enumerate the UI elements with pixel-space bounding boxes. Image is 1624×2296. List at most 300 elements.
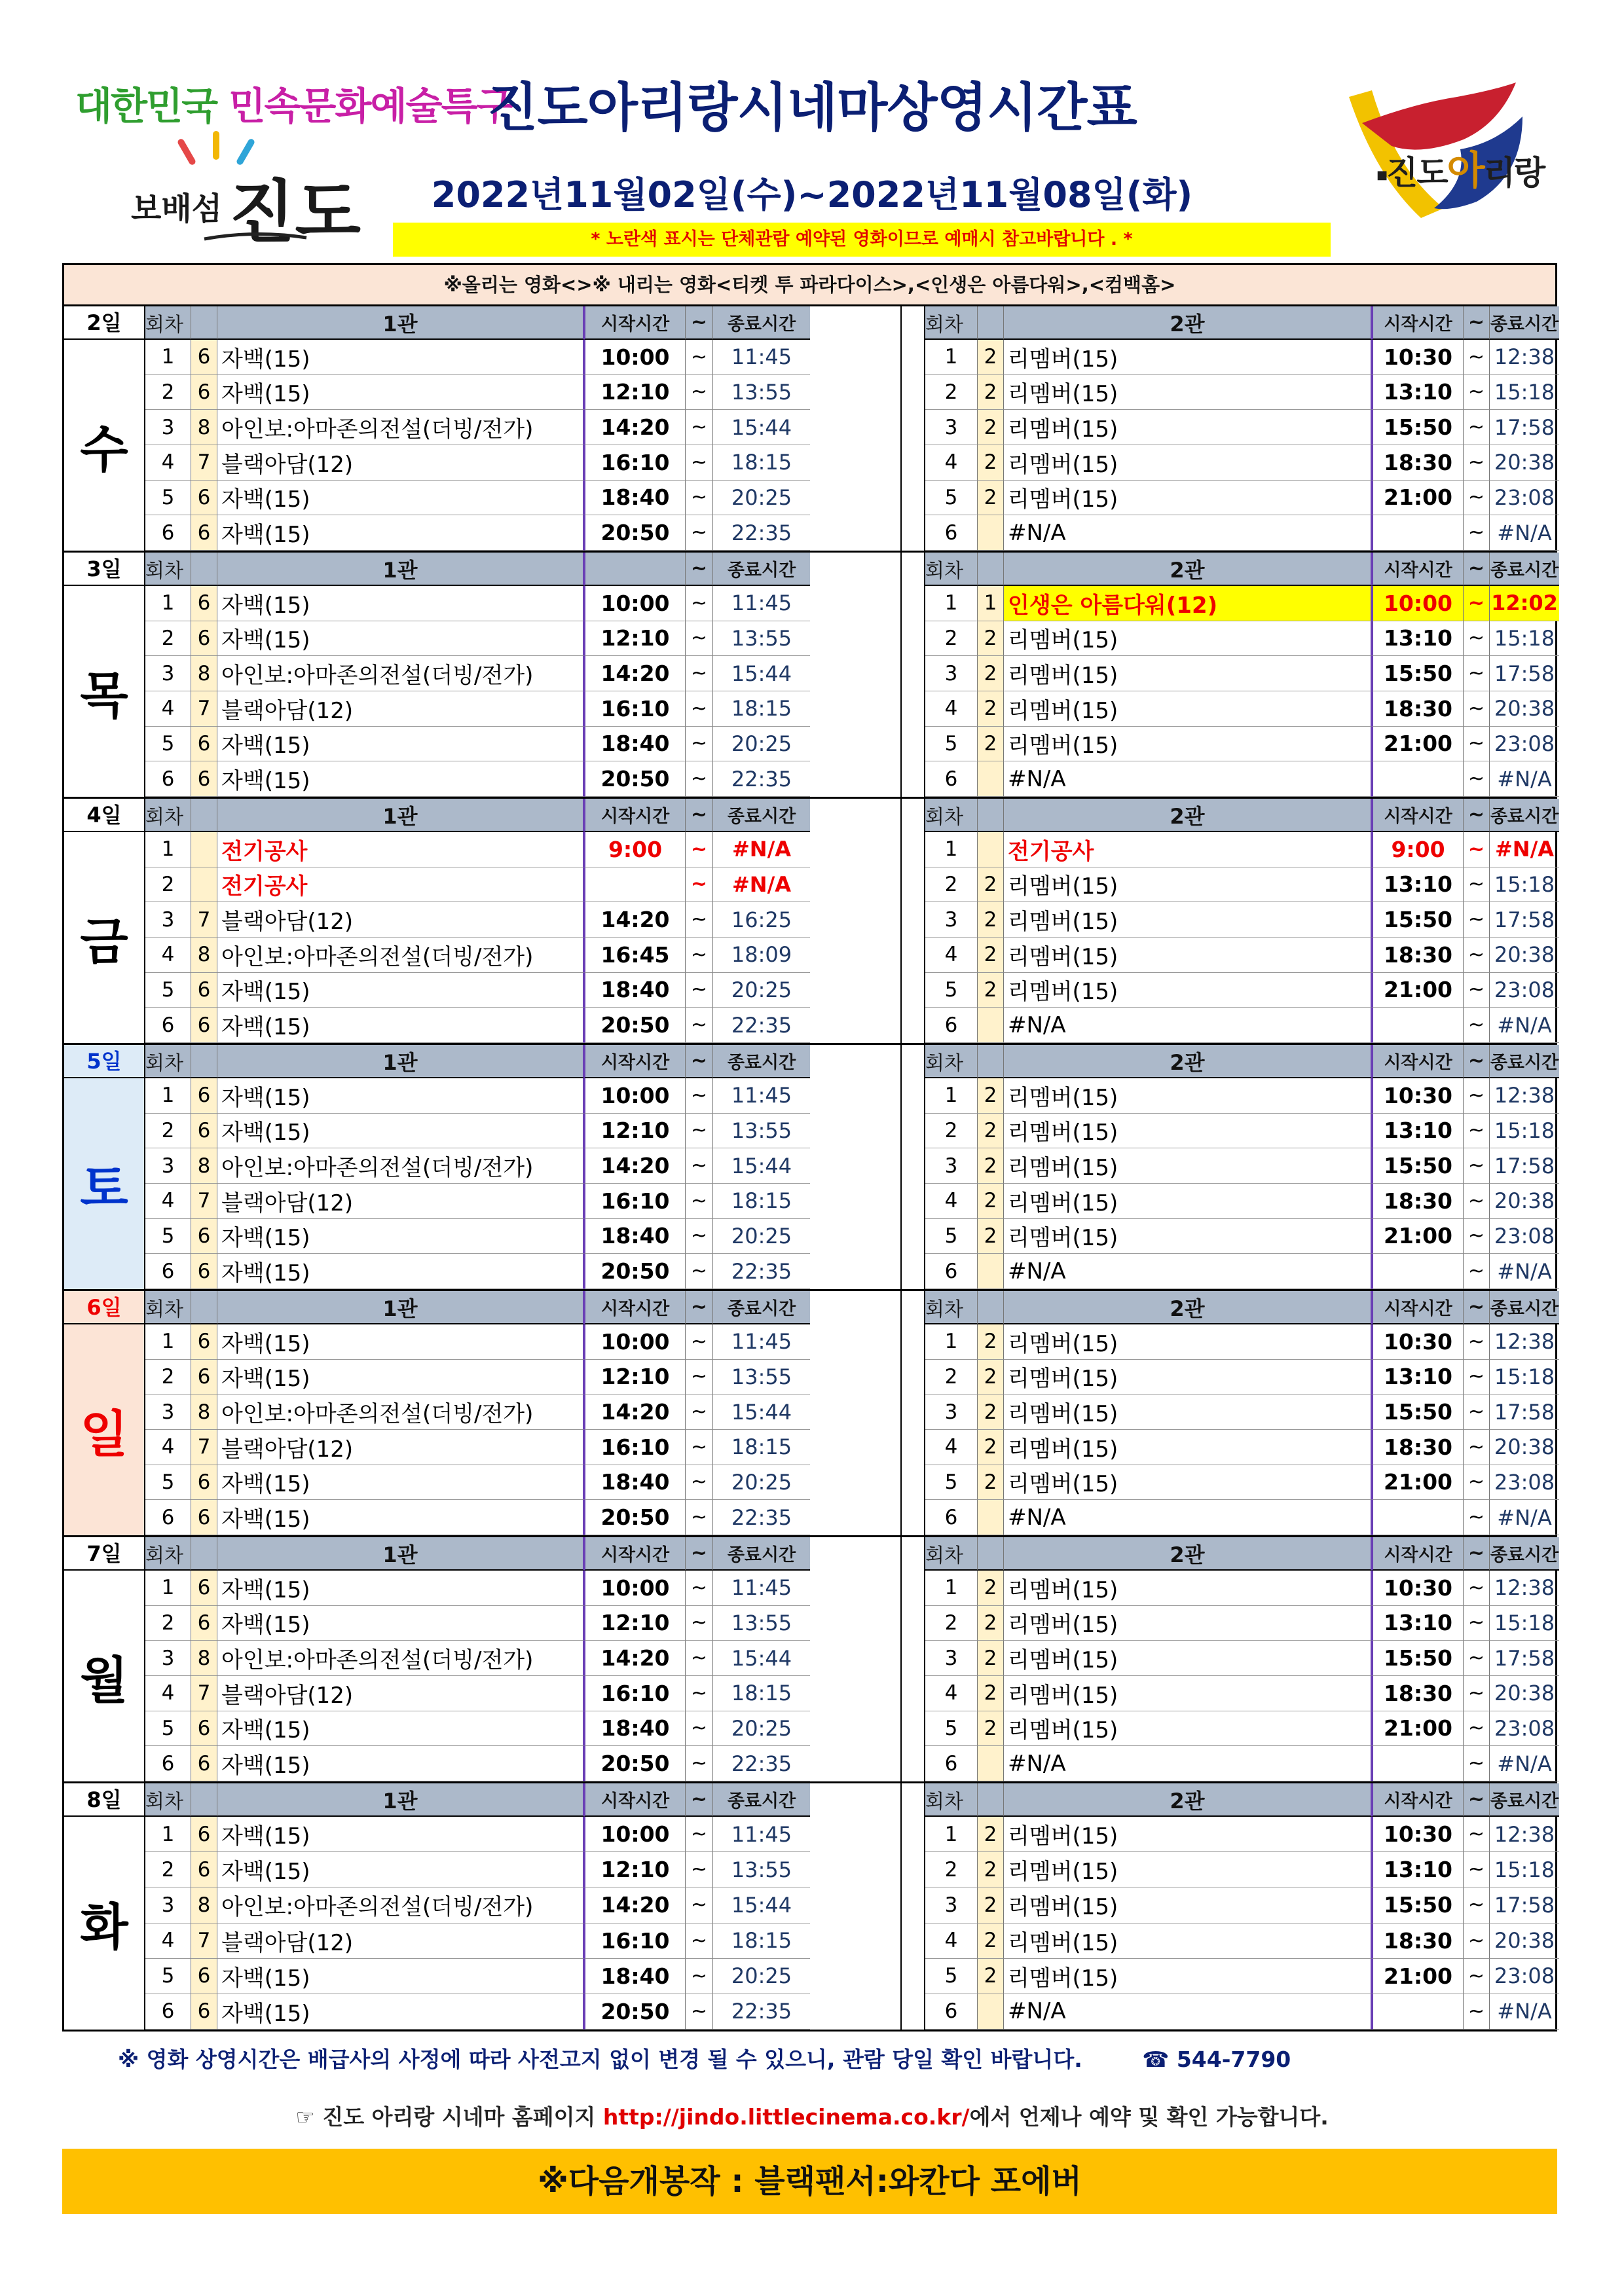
screening-number: 6: [925, 1994, 978, 2030]
start-time: 21:00: [1372, 727, 1464, 762]
movie-title: 자백(15): [217, 1994, 584, 2030]
movie-title: 자백(15): [217, 621, 584, 657]
tilde-separator: ~: [686, 1606, 713, 1641]
tilde-separator: ~: [1464, 340, 1490, 375]
screening-number: 2: [145, 621, 191, 657]
movie-title: 자백(15): [217, 1711, 584, 1747]
screening-number: 3: [145, 656, 191, 691]
next-release-banner: ※다음개봉작 : 블랙팬서:와칸다 포에버: [62, 2149, 1557, 2214]
day-date: 5일: [64, 1045, 144, 1078]
start-time: 13:10: [1372, 867, 1464, 903]
screening-number: 2: [925, 621, 978, 657]
tilde-separator: ~: [1464, 1324, 1490, 1360]
tilde-separator: ~: [686, 1923, 713, 1959]
movie-title: 블랙아담(12): [217, 1923, 584, 1959]
end-time: 12:38: [1490, 1078, 1559, 1114]
end-time: 13:55: [713, 621, 810, 657]
end-time: 20:25: [713, 481, 810, 516]
screen-rating: 6: [191, 586, 217, 621]
end-time: 15:44: [713, 1148, 810, 1184]
movie-title: 아인보:아마존의전설(더빙/전가): [217, 1148, 584, 1184]
tilde-separator: ~: [1464, 938, 1490, 973]
screen-rating: 6: [191, 1852, 217, 1887]
header-screen-rating: [191, 553, 217, 586]
movie-title: 전기공사: [1004, 832, 1372, 867]
end-time: 23:08: [1490, 727, 1559, 762]
screen-rating: 8: [191, 1887, 217, 1923]
screening-number: 6: [145, 1254, 191, 1289]
header-movie-title: 1관: [217, 799, 584, 832]
movie-title: 아인보:아마존의전설(더빙/전가): [217, 1394, 584, 1430]
end-time: 11:45: [713, 1324, 810, 1360]
screening-number: 2: [145, 1606, 191, 1641]
start-time: 18:40: [584, 973, 686, 1008]
header-start-time: 시작시간: [1372, 799, 1464, 832]
screening-number: 6: [145, 1500, 191, 1535]
header-end-time: 종료시간: [713, 306, 810, 340]
screen-rating: 6: [191, 761, 217, 797]
day-column: [64, 553, 145, 797]
screen-rating: 2: [978, 1606, 1004, 1641]
movie-title: 전기공사: [217, 867, 584, 903]
movie-title: 자백(15): [217, 515, 584, 551]
tilde-separator: ~: [686, 832, 713, 867]
day-block: [64, 553, 1559, 799]
screen-rating: 7: [191, 1430, 217, 1465]
screening-number: 3: [925, 656, 978, 691]
screen-rating: 2: [978, 621, 1004, 657]
start-time: 12:10: [584, 1606, 686, 1641]
screen-rating: 6: [191, 1078, 217, 1114]
screening-number: 4: [925, 1184, 978, 1219]
end-time: 15:18: [1490, 1114, 1559, 1149]
logo-brand-big: 진도: [229, 172, 361, 252]
start-time: 10:00: [1372, 586, 1464, 621]
screening-number: 1: [925, 1324, 978, 1360]
day-block: [64, 1045, 1559, 1291]
tilde-separator: ~: [1464, 1852, 1490, 1887]
day-date: 4일: [64, 799, 144, 832]
screening-number: 4: [145, 1184, 191, 1219]
day-weekday: 금: [80, 912, 128, 971]
logo-word-3: 리랑: [1483, 154, 1545, 192]
end-time: 20:38: [1490, 1923, 1559, 1959]
header-movie-title: 2관: [1004, 1045, 1372, 1078]
end-time: 22:35: [713, 1254, 810, 1289]
header-tilde-separator: ~: [686, 1537, 713, 1571]
screening-number: 5: [925, 1711, 978, 1747]
header-tilde-separator: ~: [686, 1783, 713, 1817]
movie-title: 리멤버(15): [1004, 1923, 1372, 1959]
start-time: 15:50: [1372, 1394, 1464, 1430]
end-time: 13:55: [713, 1852, 810, 1887]
movie-title: 리멤버(15): [1004, 1465, 1372, 1501]
tilde-separator: ~: [686, 656, 713, 691]
end-time: 12:02: [1490, 586, 1559, 621]
end-time: 20:38: [1490, 691, 1559, 727]
tilde-separator: ~: [1464, 515, 1490, 551]
header-screening-number: 회차: [925, 1537, 978, 1571]
screening-number: 5: [925, 1959, 978, 1994]
movie-title: 리멤버(15): [1004, 1324, 1372, 1360]
tilde-separator: ~: [1464, 902, 1490, 938]
end-time: 15:44: [713, 656, 810, 691]
start-time: 10:30: [1372, 1817, 1464, 1852]
screening-number: 5: [925, 973, 978, 1008]
tilde-separator: ~: [1464, 1078, 1490, 1114]
screen-rating: 6: [191, 1008, 217, 1043]
start-time: [1372, 515, 1464, 551]
tilde-separator: ~: [1464, 1959, 1490, 1994]
screening-number: 1: [925, 586, 978, 621]
start-time: 10:00: [584, 1324, 686, 1360]
screen-rating: 6: [191, 1360, 217, 1395]
tilde-separator: ~: [1464, 691, 1490, 727]
screen-rating: 2: [978, 1923, 1004, 1959]
movie-title: 자백(15): [217, 1008, 584, 1043]
start-time: 10:00: [584, 340, 686, 375]
start-time: 14:20: [584, 1394, 686, 1430]
screening-number: 1: [925, 1817, 978, 1852]
header-screen-rating: [191, 1783, 217, 1817]
group-booking-notice: * 노란색 표시는 단체관람 예약된 영화이므로 예매시 참고바랍니다 . *: [393, 223, 1331, 257]
tilde-separator: ~: [1464, 621, 1490, 657]
end-time: 18:15: [713, 445, 810, 481]
header-tilde-separator: ~: [1464, 799, 1490, 832]
screen-rating: [191, 832, 217, 867]
movie-title: 자백(15): [217, 727, 584, 762]
logo-word-2: 아: [1447, 148, 1484, 194]
movie-title: 리멤버(15): [1004, 1817, 1372, 1852]
screening-number: 1: [145, 1571, 191, 1606]
movie-title: 리멤버(15): [1004, 1078, 1372, 1114]
screening-number: 4: [925, 445, 978, 481]
header-end-time: 종료시간: [1490, 799, 1559, 832]
tilde-separator: ~: [686, 586, 713, 621]
header-tilde-separator: ~: [1464, 1291, 1490, 1324]
screening-number: 4: [145, 1676, 191, 1711]
screen-rating: 7: [191, 1676, 217, 1711]
header-start-time: 시작시간: [1372, 1045, 1464, 1078]
movie-title: 블랙아담(12): [217, 1184, 584, 1219]
start-time: 15:50: [1372, 1148, 1464, 1184]
screening-number: 3: [925, 1394, 978, 1430]
movie-title: 아인보:아마존의전설(더빙/전가): [217, 410, 584, 445]
start-time: 14:20: [584, 1887, 686, 1923]
header-tilde-separator: ~: [1464, 1045, 1490, 1078]
start-time: 18:40: [584, 727, 686, 762]
tilde-separator: ~: [1464, 586, 1490, 621]
screen-rating: 2: [978, 1219, 1004, 1254]
header-end-time: 종료시간: [713, 1045, 810, 1078]
tilde-separator: ~: [686, 375, 713, 410]
movie-title: 리멤버(15): [1004, 1148, 1372, 1184]
end-time: 13:55: [713, 1606, 810, 1641]
movie-title: 자백(15): [217, 1078, 584, 1114]
tilde-separator: ~: [686, 1500, 713, 1535]
start-time: [1372, 761, 1464, 797]
screen-rating: 2: [978, 1430, 1004, 1465]
start-time: 20:50: [584, 1008, 686, 1043]
start-time: 10:00: [584, 1078, 686, 1114]
end-time: 12:38: [1490, 1324, 1559, 1360]
screening-number: 3: [145, 1641, 191, 1676]
end-time: 20:38: [1490, 1430, 1559, 1465]
header-screen-rating: [978, 1045, 1004, 1078]
day-date: 8일: [64, 1783, 144, 1817]
tilde-separator: ~: [1464, 832, 1490, 867]
screen-rating: 2: [978, 727, 1004, 762]
movie-title: 블랙아담(12): [217, 445, 584, 481]
screening-number: 3: [145, 1394, 191, 1430]
tilde-separator: ~: [1464, 1394, 1490, 1430]
header-screen-rating: [191, 1291, 217, 1324]
tilde-separator: ~: [1464, 375, 1490, 410]
end-time: 15:18: [1490, 375, 1559, 410]
start-time: 18:40: [584, 1219, 686, 1254]
start-time: 16:10: [584, 1676, 686, 1711]
day-column: [64, 1783, 145, 2030]
tilde-separator: ~: [1464, 656, 1490, 691]
movie-title: #N/A: [1004, 515, 1372, 551]
tilde-separator: ~: [686, 1148, 713, 1184]
header-tilde-separator: ~: [686, 553, 713, 586]
tilde-separator: ~: [686, 1008, 713, 1043]
start-time: 18:40: [584, 1465, 686, 1501]
screen-rating: [978, 1500, 1004, 1535]
screen-rating: 2: [978, 691, 1004, 727]
hall-divider: [902, 1291, 925, 1535]
start-time: 10:30: [1372, 1324, 1464, 1360]
screening-number: 1: [145, 1078, 191, 1114]
start-time: 10:00: [584, 1817, 686, 1852]
header-movie-title: 2관: [1004, 799, 1372, 832]
tilde-separator: ~: [686, 1817, 713, 1852]
header-tilde-separator: ~: [1464, 1783, 1490, 1817]
start-time: 13:10: [1372, 621, 1464, 657]
screening-number: 3: [145, 1148, 191, 1184]
screening-number: 1: [925, 1571, 978, 1606]
movie-title: #N/A: [1004, 1746, 1372, 1781]
tilde-separator: ~: [686, 1254, 713, 1289]
screen-rating: 2: [978, 1465, 1004, 1501]
start-time: 16:45: [584, 938, 686, 973]
end-time: #N/A: [1490, 832, 1559, 867]
day-block: [64, 1537, 1559, 1783]
end-time: 18:15: [713, 1430, 810, 1465]
screening-number: 5: [925, 727, 978, 762]
tilde-separator: ~: [686, 973, 713, 1008]
end-time: 11:45: [713, 1571, 810, 1606]
homepage-link[interactable]: http://jindo.littlecinema.co.kr/: [602, 2104, 970, 2130]
screening-number: 4: [925, 691, 978, 727]
screen-rating: 6: [191, 727, 217, 762]
start-time: 18:30: [1372, 1430, 1464, 1465]
start-time: 12:10: [584, 1114, 686, 1149]
end-time: 22:35: [713, 1008, 810, 1043]
screening-number: 3: [145, 902, 191, 938]
start-time: 18:40: [584, 1959, 686, 1994]
screen-rating: 2: [978, 445, 1004, 481]
end-time: 20:25: [713, 1959, 810, 1994]
screen-rating: 6: [191, 1465, 217, 1501]
start-time: 18:30: [1372, 691, 1464, 727]
screen-rating: 8: [191, 1641, 217, 1676]
day-block: [64, 1783, 1559, 2030]
tilde-separator: ~: [686, 727, 713, 762]
tilde-separator: ~: [686, 1360, 713, 1395]
homepage-line: [0, 2100, 1624, 2131]
start-time: 16:10: [584, 1184, 686, 1219]
end-time: 15:18: [1490, 867, 1559, 903]
header-screen-rating: [978, 1291, 1004, 1324]
movie-title: 리멤버(15): [1004, 410, 1372, 445]
movie-title: 블랙아담(12): [217, 902, 584, 938]
screening-number: 4: [925, 938, 978, 973]
screening-number: 2: [925, 1852, 978, 1887]
header-screen-rating: [191, 1045, 217, 1078]
screening-number: 4: [145, 691, 191, 727]
screen-rating: 1: [978, 586, 1004, 621]
screen-rating: [978, 1746, 1004, 1781]
screening-number: 5: [145, 1959, 191, 1994]
start-time: 21:00: [1372, 1219, 1464, 1254]
end-time: #N/A: [1490, 1500, 1559, 1535]
screen-rating: 2: [978, 656, 1004, 691]
movie-title: #N/A: [1004, 1500, 1372, 1535]
screening-number: 2: [925, 1606, 978, 1641]
screen-rating: 2: [978, 1711, 1004, 1747]
hall-divider: [902, 553, 925, 797]
end-time: 17:58: [1490, 410, 1559, 445]
screen-rating: 2: [978, 1959, 1004, 1994]
start-time: 10:00: [584, 586, 686, 621]
tilde-separator: ~: [1464, 1430, 1490, 1465]
screening-number: 3: [925, 902, 978, 938]
screening-number: 3: [925, 410, 978, 445]
header-screening-number: 회차: [925, 306, 978, 340]
movie-title: 자백(15): [217, 1219, 584, 1254]
movie-title: 리멤버(15): [1004, 445, 1372, 481]
movie-title: 자백(15): [217, 340, 584, 375]
start-time: 16:10: [584, 1923, 686, 1959]
end-time: 23:08: [1490, 973, 1559, 1008]
logo-mini-mark: ■: [1376, 168, 1387, 182]
movie-title: 인생은 아름다워(12): [1004, 586, 1372, 621]
start-time: 18:30: [1372, 1676, 1464, 1711]
screening-number: 2: [145, 1360, 191, 1395]
header-end-time: 종료시간: [1490, 1783, 1559, 1817]
start-time: [1372, 1500, 1464, 1535]
movie-title: 자백(15): [217, 481, 584, 516]
day-weekday: 목: [80, 666, 128, 725]
header-screen-rating: [191, 306, 217, 340]
end-time: 20:38: [1490, 1184, 1559, 1219]
end-time: 20:25: [713, 1711, 810, 1747]
screening-number: 6: [925, 1746, 978, 1781]
screen-rating: 2: [978, 867, 1004, 903]
end-time: 12:38: [1490, 1817, 1559, 1852]
start-time: 20:50: [584, 1500, 686, 1535]
screening-number: 1: [145, 832, 191, 867]
day-block: [64, 306, 1559, 553]
header-screening-number: 회차: [925, 1045, 978, 1078]
screening-number: 2: [145, 1852, 191, 1887]
tilde-separator: ~: [1464, 727, 1490, 762]
header-screen-rating: [191, 1537, 217, 1571]
page-title: 진도아리랑시네마상영시간표: [487, 77, 1137, 138]
movie-title: 리멤버(15): [1004, 1959, 1372, 1994]
end-time: 15:44: [713, 410, 810, 445]
header-end-time: 종료시간: [1490, 1045, 1559, 1078]
hall-2-schedule: [925, 306, 1559, 551]
start-time: 15:50: [1372, 410, 1464, 445]
screen-rating: [978, 515, 1004, 551]
end-time: #N/A: [1490, 515, 1559, 551]
tilde-separator: ~: [686, 691, 713, 727]
movie-title: 리멤버(15): [1004, 340, 1372, 375]
end-time: #N/A: [1490, 1994, 1559, 2030]
screen-rating: 6: [191, 1711, 217, 1747]
movie-title: 리멤버(15): [1004, 1606, 1372, 1641]
tilde-separator: ~: [686, 445, 713, 481]
screen-rating: 2: [978, 938, 1004, 973]
end-time: #N/A: [713, 867, 810, 903]
start-time: [1372, 1746, 1464, 1781]
start-time: 13:10: [1372, 1606, 1464, 1641]
start-time: 10:00: [584, 1571, 686, 1606]
movie-title: 자백(15): [217, 761, 584, 797]
header-tilde-separator: ~: [686, 799, 713, 832]
screen-rating: 6: [191, 375, 217, 410]
end-time: 20:38: [1490, 445, 1559, 481]
movie-title: 자백(15): [217, 1606, 584, 1641]
header-screen-rating: [978, 1783, 1004, 1817]
end-time: 18:09: [713, 938, 810, 973]
screening-number: 6: [145, 515, 191, 551]
header-screening-number: 회차: [145, 1291, 191, 1324]
movie-title: 전기공사: [217, 832, 584, 867]
tilde-separator: ~: [1464, 481, 1490, 516]
end-time: 20:25: [713, 727, 810, 762]
hall-1-schedule: [145, 1537, 902, 1781]
screening-number: 5: [925, 1219, 978, 1254]
start-time: 18:40: [584, 1711, 686, 1747]
header-start-time: 시작시간: [1372, 1291, 1464, 1324]
end-time: 22:35: [713, 515, 810, 551]
tilde-separator: ~: [1464, 1465, 1490, 1501]
header-screen-rating: [978, 306, 1004, 340]
end-time: 11:45: [713, 1817, 810, 1852]
hall-2-schedule: [925, 1291, 1559, 1535]
end-time: 17:58: [1490, 1887, 1559, 1923]
tilde-separator: ~: [1464, 1887, 1490, 1923]
screen-rating: [978, 1008, 1004, 1043]
end-time: 23:08: [1490, 1711, 1559, 1747]
screen-rating: [978, 1994, 1004, 2030]
header-screening-number: 회차: [145, 1045, 191, 1078]
screen-rating: 7: [191, 445, 217, 481]
end-time: 15:44: [713, 1887, 810, 1923]
screening-number: 5: [925, 481, 978, 516]
header-end-time: 종료시간: [713, 1537, 810, 1571]
screening-number: 4: [145, 938, 191, 973]
header-start-time: 시작시간: [584, 1045, 686, 1078]
movie-title: 자백(15): [217, 375, 584, 410]
header-screen-rating: [191, 799, 217, 832]
screen-rating: [978, 1254, 1004, 1289]
tilde-separator: ~: [1464, 410, 1490, 445]
